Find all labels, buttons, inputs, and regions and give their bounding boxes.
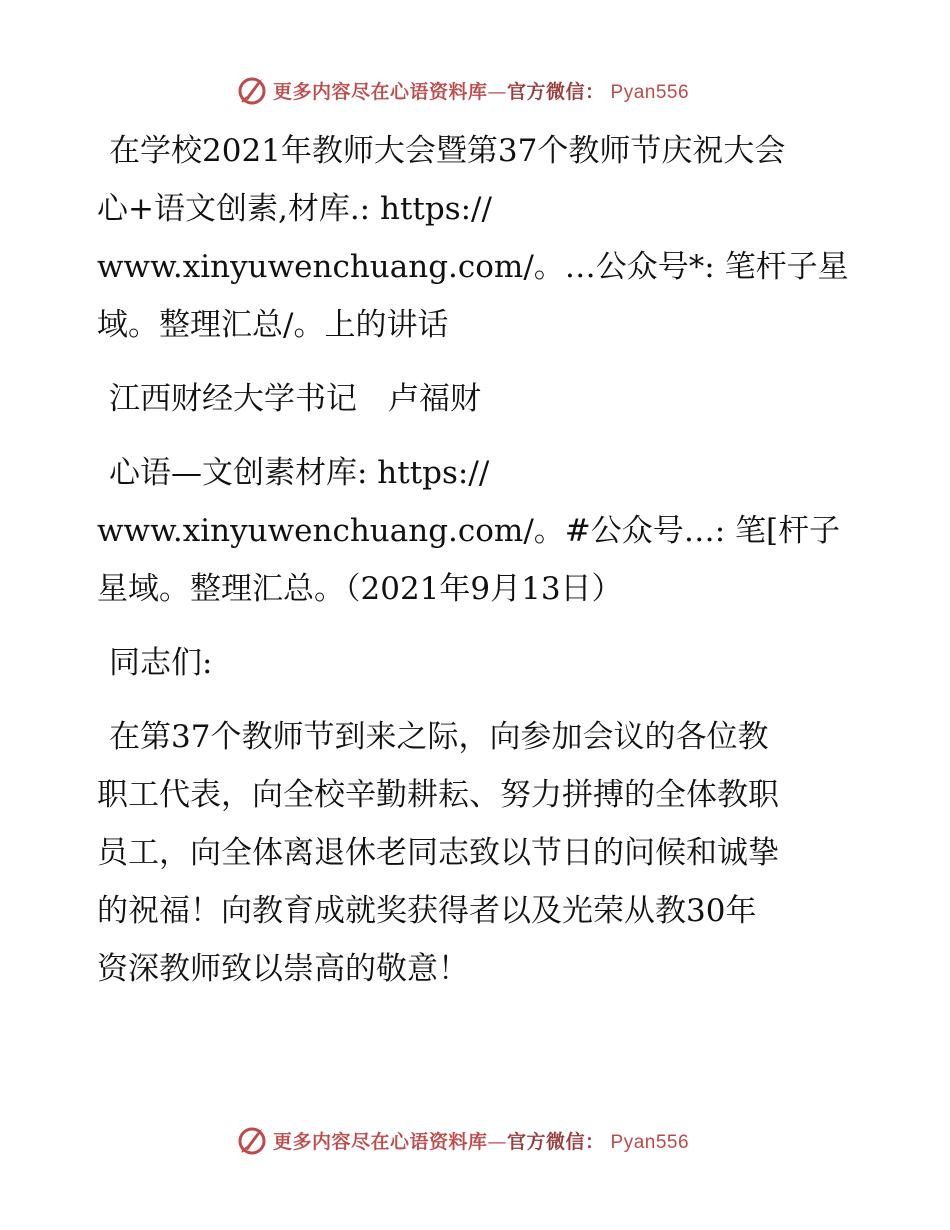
quill-logo-icon <box>235 73 269 107</box>
author-line: 江西财经大学书记 卢福财 <box>109 381 481 417</box>
salutation-line: 同志们: <box>109 645 213 681</box>
banner-wechat-id: Pyan556 <box>610 81 690 103</box>
banner-label: 官方微信： <box>507 1130 605 1153</box>
banner-dash: — <box>487 80 508 103</box>
text-line: 心+语文创素,材库.: https:// <box>97 191 492 227</box>
text-line: www.xinyuwenchuang.com/。#公众号…: 笔[杆子 <box>97 513 841 549</box>
date-line: 星域。整理汇总。（2021年9月13日） <box>97 571 623 607</box>
body-line: 职工代表，向全校辛勤耕耘、努力拼搏的全体教职 <box>97 777 779 813</box>
body-line: 员工，向全体离退休老同志致以节日的问候和诚挚 <box>97 835 779 871</box>
text-line: www.xinyuwenchuang.com/。…公众号*: 笔杆子星 <box>97 249 849 285</box>
banner-label: 官方微信： <box>507 80 605 103</box>
footer-banner <box>235 1122 689 1158</box>
body-line: 的祝福！向教育成就奖获得者以及光荣从教30年 <box>97 893 757 929</box>
banner-dash: — <box>487 1130 508 1153</box>
header-banner <box>235 72 689 108</box>
banner-wechat-id: Pyan556 <box>610 1131 690 1153</box>
banner-main-text: 更多内容尽在心语资料库 <box>273 1130 488 1153</box>
title-line: 在学校2021年教师大会暨第37个教师节庆祝大会 <box>109 133 786 169</box>
text-line: 心语—文创素材库: https:// <box>109 455 490 491</box>
banner-text <box>273 1127 689 1154</box>
banner-main-text: 更多内容尽在心语资料库 <box>273 80 488 103</box>
body-line: 在第37个教师节到来之际，向参加会议的各位教 <box>109 719 769 755</box>
document-body <box>97 122 857 998</box>
body-line: 资深教师致以崇高的敬意！ <box>97 951 469 987</box>
text-line: 域。整理汇总/。上的讲话 <box>97 307 449 343</box>
banner-text <box>273 77 689 104</box>
quill-logo-icon <box>235 1123 269 1157</box>
